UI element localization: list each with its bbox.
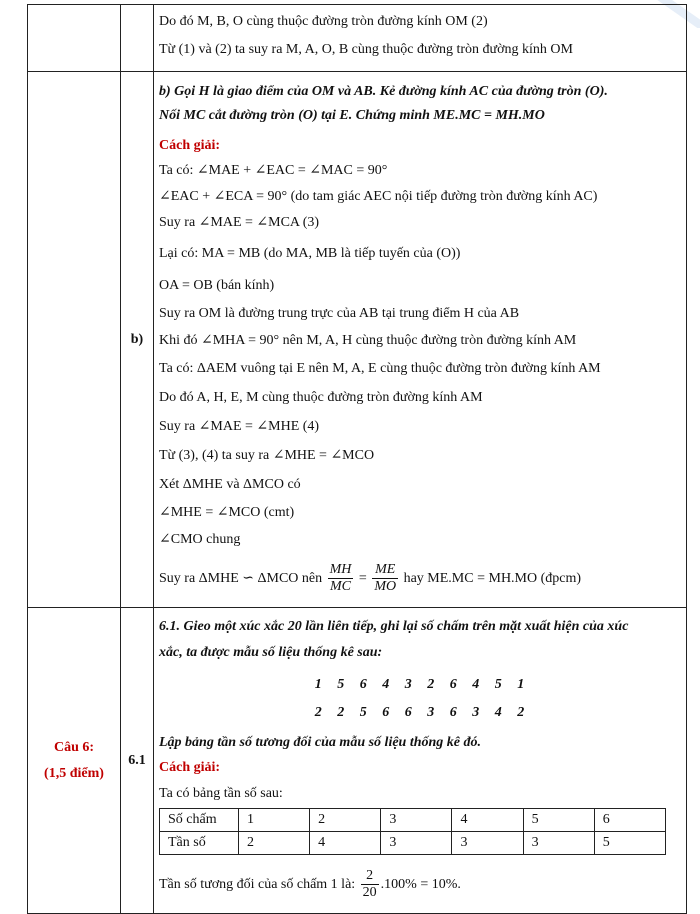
problem-text: 6.1. Gieo một xúc xắc 20 lần liên tiếp, ghi lại số chấm trên mặt xuất hiện của xúc — [159, 619, 629, 634]
text-line: ∠MHE = ∠MCO (cmt) — [159, 505, 295, 520]
table-cell: 6 — [594, 809, 665, 832]
blank-question-cell — [28, 72, 121, 608]
fraction-numerator: MH — [329, 562, 352, 578]
question-label: Câu 6: — [53, 739, 95, 755]
content-cell-top — [154, 5, 687, 72]
text-line: Từ (1) và (2) ta suy ra M, A, O, B cùng thuộc đường tròn đường kính OM — [159, 42, 573, 57]
fraction-me-mo — [372, 562, 398, 595]
conclusion-suffix: hay ME.MC = MH.MO (đpcm) — [403, 571, 582, 586]
problem-text: b) Gọi H là giao điểm của OM và AB. Kẻ đường kính AC của đường tròn (O). — [159, 84, 608, 99]
table-cell: 3 — [381, 832, 452, 855]
content-cell-6 — [154, 608, 687, 914]
task-text: Lập bảng tần số tương đối của mẫu số liệu thống kê đó. — [159, 735, 482, 750]
table-cell: 1 — [239, 809, 310, 832]
text-line: Từ (3), (4) ta suy ra ∠MHE = ∠MCO — [159, 448, 375, 463]
fraction-mh-mc — [328, 562, 354, 595]
text-line: Xét ΔMHE và ΔMCO có — [159, 477, 301, 492]
fraction-denominator: MC — [330, 579, 352, 595]
table-cell: Tần số — [160, 832, 239, 855]
solution-heading: Cách giải: — [159, 760, 221, 775]
table-cell: 2 — [310, 809, 381, 832]
table-cell: 2 — [239, 832, 310, 855]
conclusion-line — [154, 559, 686, 599]
blank-sub-cell — [121, 5, 154, 72]
problem-text: xắc, ta được mẫu số liệu thống kê sau: — [159, 645, 383, 660]
text-line: Suy ra ∠MAE = ∠MHE (4) — [159, 419, 320, 434]
points-label: (1,5 điểm) — [44, 765, 104, 781]
answer-table — [27, 4, 687, 914]
fraction-denominator: MO — [374, 579, 397, 595]
conclusion-prefix: Suy ra ΔMHE ∽ ΔMCO nên — [159, 571, 323, 586]
question-6-label-cell — [28, 608, 121, 914]
result-suffix: .100% = 10%. — [380, 877, 461, 892]
text-line: Lại có: MA = MB (do MA, MB là tiếp tuyến của (O)) — [159, 246, 461, 261]
result-prefix: Tần số tương đối của số chấm 1 là: — [159, 877, 356, 892]
table-cell: 3 — [523, 832, 594, 855]
problem-text: Nối MC cắt đường tròn (O) tại E. Chứng minh ME.MC = MH.MO — [159, 108, 545, 123]
table-cell: 5 — [523, 809, 594, 832]
equals-sign: = — [358, 571, 367, 586]
result-line — [154, 865, 686, 905]
fraction-numerator: 2 — [361, 868, 379, 885]
text-line: Suy ra ∠MAE = ∠MCA (3) — [159, 215, 320, 230]
fraction-denominator: 20 — [362, 885, 377, 901]
table-cell: 4 — [452, 809, 523, 832]
table-cell: Số chấm — [160, 809, 239, 832]
text-line: Suy ra OM là đường trung trực của AB tại trung điểm H của AB — [159, 306, 520, 321]
table-cell: 3 — [452, 832, 523, 855]
blank-question-cell — [28, 5, 121, 72]
fraction-numerator: ME — [372, 562, 398, 579]
part-b-label: b) — [121, 72, 154, 608]
content-cell-b — [154, 72, 687, 608]
text-line: Ta có: ΔAEM vuông tại E nên M, A, E cùng thuộc đường tròn đường kính AM — [159, 361, 601, 376]
row-question-6 — [28, 608, 687, 914]
frequency-value-row — [160, 832, 666, 855]
text-line: ∠EAC + ∠ECA = 90° (do tam giác AEC nội tiếp đường tròn đường kính AC) — [159, 189, 598, 204]
table-cell: 3 — [381, 809, 452, 832]
row-top-continuation — [28, 5, 687, 72]
text-line: Do đó M, B, O cùng thuộc đường tròn đường kính OM (2) — [159, 14, 488, 29]
text-line: OA = OB (bán kính) — [159, 278, 275, 293]
frequency-header-row — [160, 809, 666, 832]
text-line: Ta có: ∠MAE + ∠EAC = ∠MAC = 90° — [159, 163, 388, 178]
text-line: Do đó A, H, E, M cùng thuộc đường tròn đường kính AM — [159, 390, 483, 405]
text-line: ∠CMO chung — [159, 532, 241, 547]
text-line: Khi đó ∠MHA = 90° nên M, A, H cùng thuộc đường tròn đường kính AM — [159, 333, 577, 348]
result-fraction — [361, 868, 379, 901]
solution-heading: Cách giải: — [159, 138, 221, 153]
table-cell: 4 — [310, 832, 381, 855]
sub-question-label: 6.1 — [121, 608, 154, 914]
data-sequence-1: 1 5 6 4 3 2 6 4 5 1 — [314, 677, 526, 692]
text-line: Ta có bảng tần số sau: — [159, 786, 283, 801]
table-cell: 5 — [594, 832, 665, 855]
frequency-table — [159, 808, 666, 855]
data-sequence-2: 2 2 5 6 6 3 6 3 4 2 — [314, 705, 526, 720]
row-part-b — [28, 72, 687, 608]
